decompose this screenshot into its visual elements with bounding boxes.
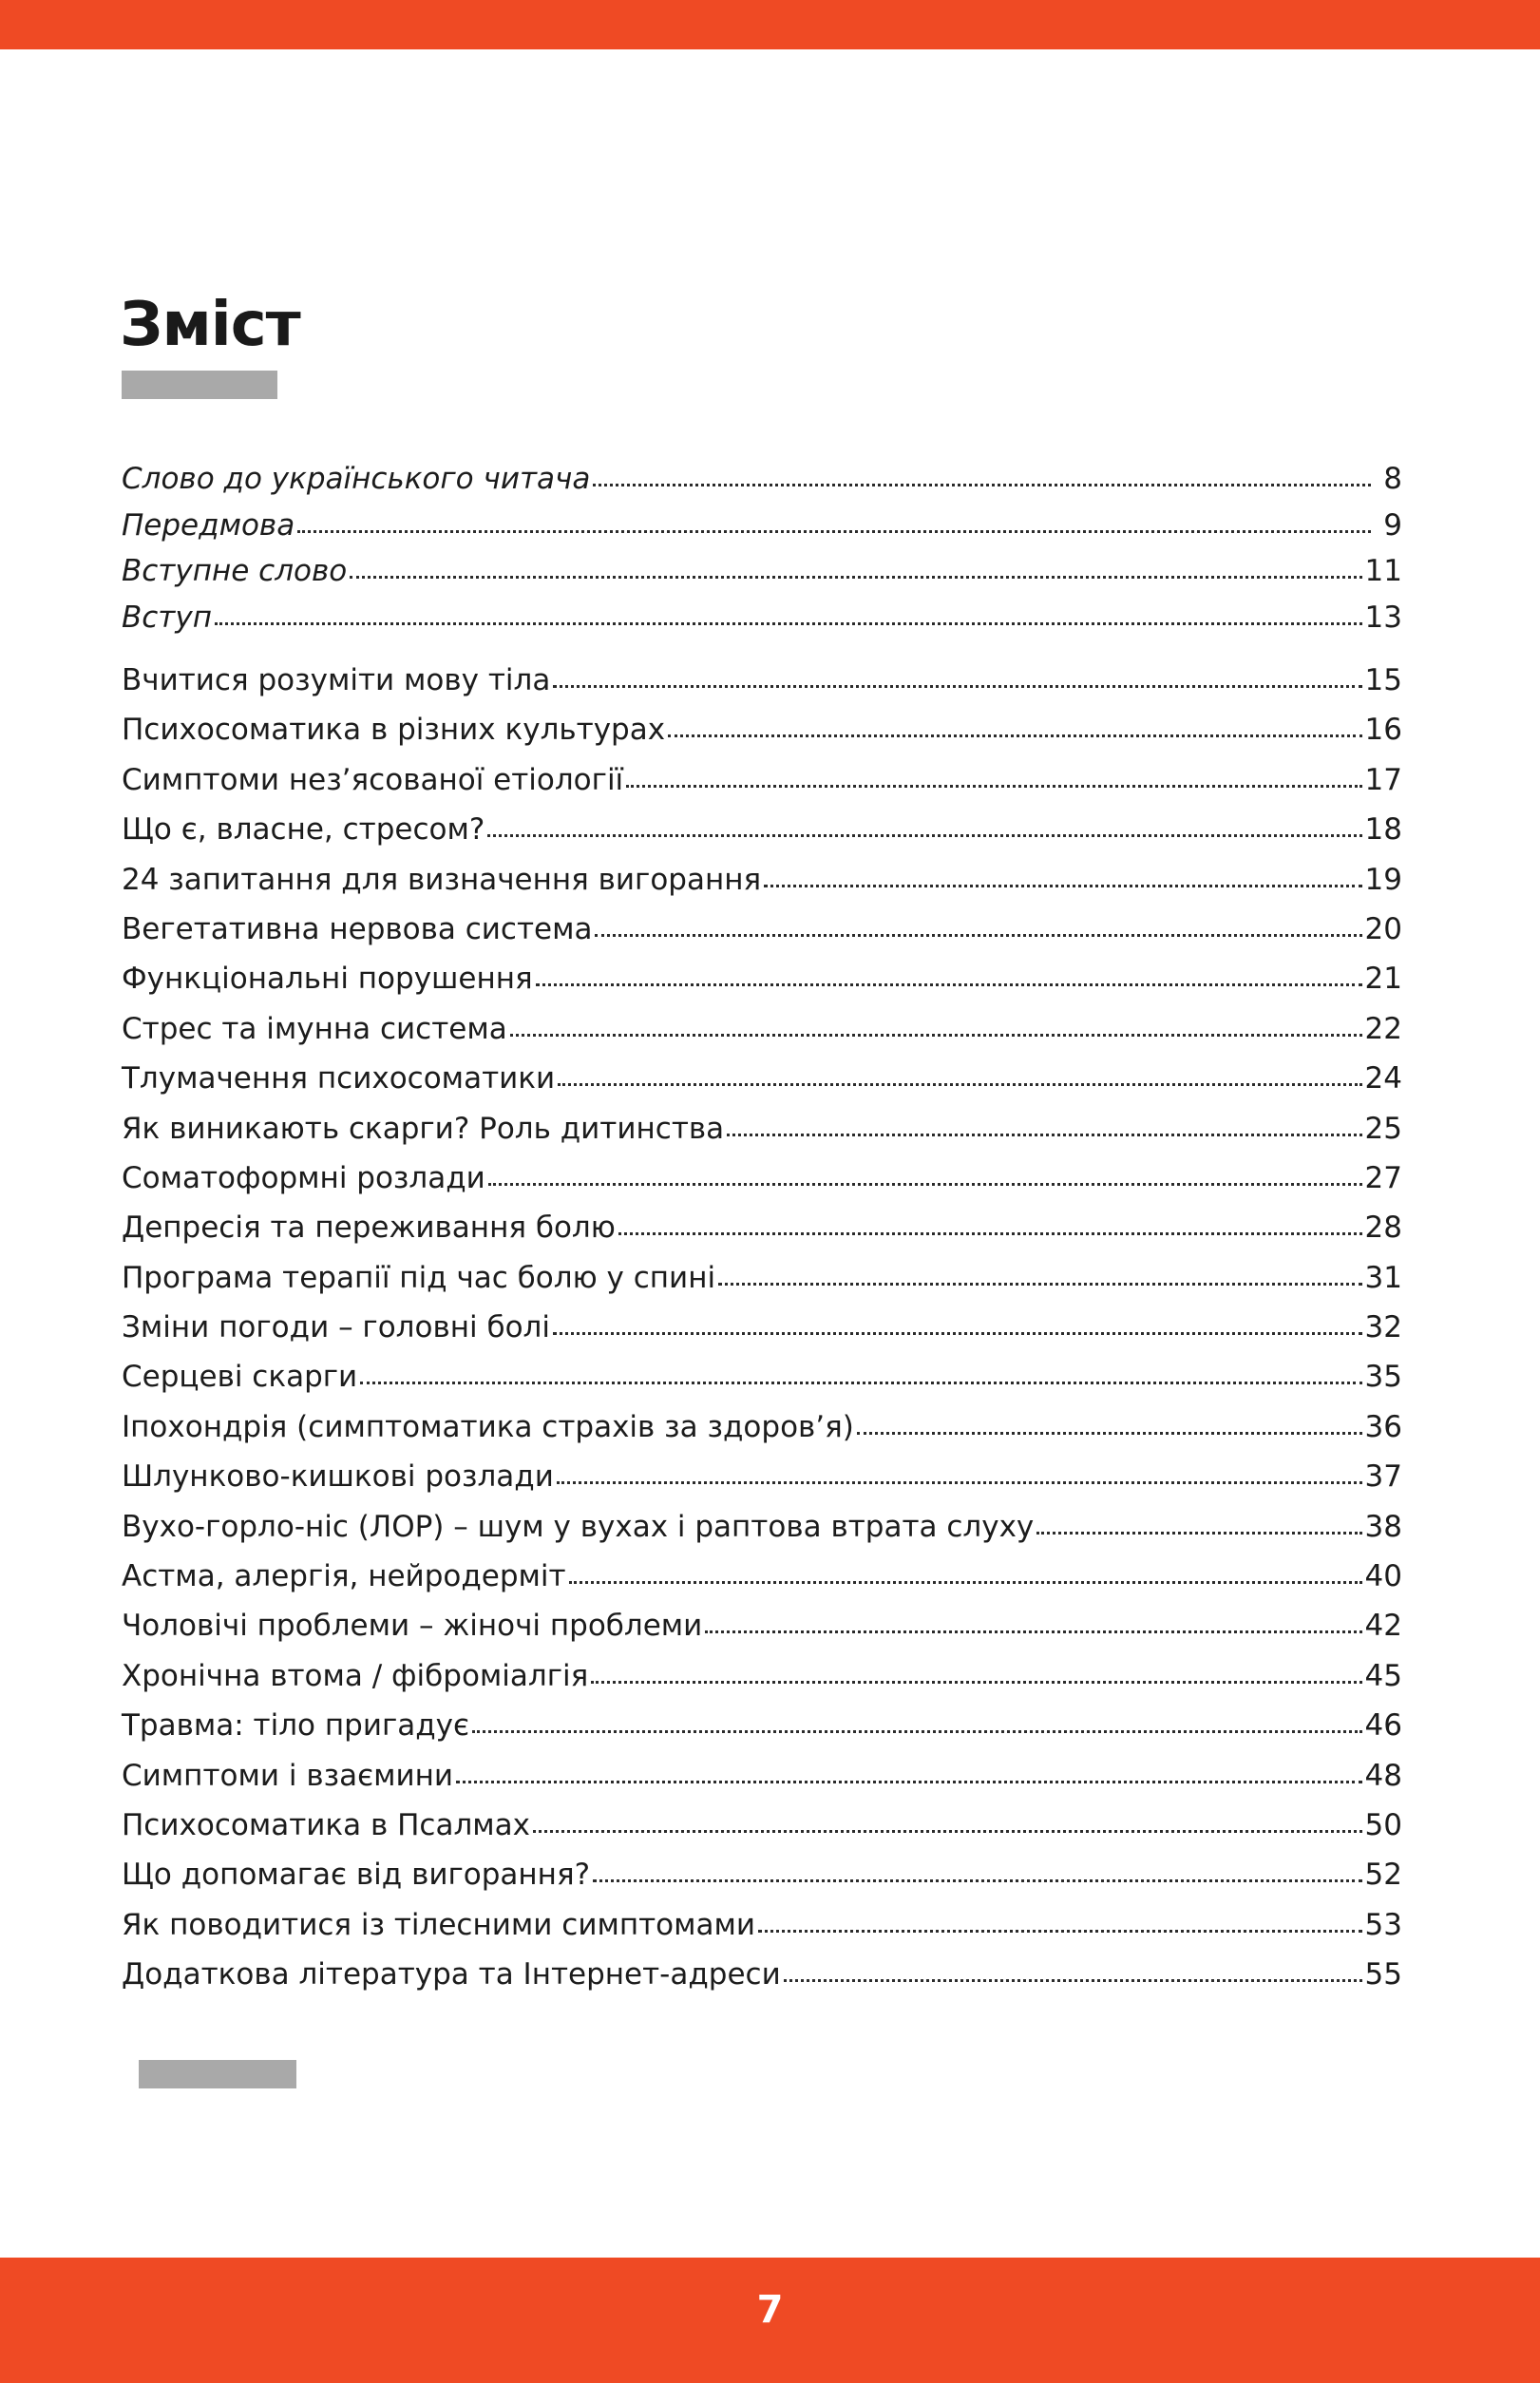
- toc-entry[interactable]: [122, 1402, 1402, 1452]
- dot-leader: [595, 934, 1361, 937]
- dot-leader: [557, 1481, 1362, 1484]
- toc-end-bar: [139, 2060, 296, 2088]
- dot-leader: [456, 1781, 1362, 1783]
- toc-entry-page: 32: [1364, 1310, 1402, 1345]
- dot-leader: [350, 576, 1361, 579]
- dot-leader: [215, 622, 1362, 625]
- toc-entry-page: 37: [1364, 1459, 1402, 1495]
- page-title: Зміст: [120, 290, 300, 360]
- toc-entry-page: 18: [1364, 812, 1402, 848]
- toc-entry-page: 19: [1364, 862, 1402, 897]
- toc-entry[interactable]: [122, 595, 1402, 641]
- toc-entry-title: Іпохондрія (симптоматика страхів за здоров’я): [122, 1409, 854, 1444]
- toc-entry[interactable]: [122, 1203, 1402, 1252]
- dot-leader: [764, 885, 1361, 887]
- toc-entry-title: Стрес та імунна система: [122, 1011, 507, 1046]
- dot-leader: [705, 1630, 1361, 1633]
- toc-entry-title: Вчитися розуміти мову тіла: [122, 663, 551, 697]
- dot-leader: [536, 983, 1362, 986]
- toc-entry-page: 11: [1364, 554, 1402, 588]
- toc-entry-title: Як виникають скарги? Роль дитинства: [122, 1111, 725, 1146]
- dot-leader: [857, 1432, 1362, 1435]
- toc-entry-title: 24 запитання для визначення вигорання: [122, 862, 762, 897]
- toc-entry-title: Що є, власне, стресом?: [122, 812, 485, 848]
- toc-entry-title: Психосоматика в Псалмах: [122, 1807, 531, 1842]
- toc-entry[interactable]: [122, 1950, 1402, 1999]
- toc-entry[interactable]: [122, 1801, 1402, 1850]
- toc-entry[interactable]: [122, 1601, 1402, 1650]
- dot-leader: [784, 1979, 1362, 1982]
- toc-entry-title: Тлумачення психосоматики: [122, 1061, 556, 1096]
- toc-entry[interactable]: [122, 705, 1402, 754]
- toc-entry-title: Хронічна втома / фіброміалгія: [122, 1658, 589, 1693]
- toc-entry-page: 25: [1364, 1111, 1402, 1146]
- toc-entry[interactable]: [122, 456, 1402, 503]
- dot-leader: [668, 734, 1361, 737]
- toc-entry[interactable]: [122, 548, 1402, 595]
- toc-entry-page: 22: [1364, 1011, 1402, 1046]
- toc-entry-page: 9: [1383, 507, 1402, 543]
- page-number: 7: [756, 2288, 784, 2332]
- toc-entry[interactable]: [122, 1452, 1402, 1501]
- toc-entry[interactable]: [122, 656, 1402, 705]
- toc-entry[interactable]: [122, 1352, 1402, 1401]
- dot-leader: [487, 834, 1361, 837]
- dot-leader: [472, 1730, 1362, 1733]
- toc-entry[interactable]: [122, 1153, 1402, 1203]
- dot-leader: [593, 484, 1371, 486]
- dot-leader: [727, 1134, 1361, 1136]
- dot-leader: [360, 1382, 1361, 1384]
- toc-entry-page: 27: [1364, 1160, 1402, 1195]
- toc-entry[interactable]: [122, 1004, 1402, 1054]
- toc-entry[interactable]: [122, 1253, 1402, 1303]
- toc-entry-title: Соматоформні розлади: [122, 1160, 485, 1195]
- toc-entry-page: 28: [1364, 1211, 1402, 1246]
- toc-entry-page: 21: [1364, 962, 1402, 997]
- toc-entry-page: 48: [1364, 1758, 1402, 1793]
- toc-entry-title: Симптоми нез’ясованої етіології: [122, 762, 624, 797]
- toc-entry[interactable]: [122, 1054, 1402, 1103]
- toc-entry[interactable]: [122, 1751, 1402, 1801]
- dot-leader: [626, 785, 1361, 788]
- dot-leader: [618, 1232, 1362, 1235]
- toc-entry-title: Травма: тіло пригадує: [122, 1708, 470, 1744]
- toc-entry[interactable]: [122, 905, 1402, 954]
- dot-leader: [718, 1283, 1361, 1286]
- toc-entry-page: 36: [1364, 1409, 1402, 1444]
- dot-leader: [569, 1581, 1362, 1584]
- toc-entry-page: 16: [1364, 713, 1402, 748]
- toc-entry-page: 17: [1364, 762, 1402, 797]
- toc-entry-page: 55: [1364, 1957, 1402, 1992]
- toc-entry-title: Передмова: [122, 507, 295, 543]
- dot-leader: [488, 1183, 1362, 1186]
- toc-entry-page: 50: [1364, 1807, 1402, 1842]
- toc-entry[interactable]: [122, 1303, 1402, 1352]
- toc-entry[interactable]: [122, 1552, 1402, 1601]
- toc-entry[interactable]: [122, 1850, 1402, 1899]
- toc-entry-title: Астма, алергія, нейродерміт: [122, 1559, 566, 1594]
- dot-leader: [553, 1332, 1362, 1335]
- dot-leader: [758, 1930, 1361, 1933]
- toc-entry[interactable]: [122, 1701, 1402, 1750]
- toc-entry-title: Як поводитися із тілесними симптомами: [122, 1907, 756, 1942]
- toc-entry-title: Шлунково-кишкові розлади: [122, 1459, 554, 1495]
- toc-entry-page: 15: [1364, 663, 1402, 697]
- toc-entry-title: Депресія та переживання болю: [122, 1211, 616, 1246]
- toc-entry-page: 8: [1383, 462, 1402, 496]
- toc-entry-title: Програма терапії під час болю у спині: [122, 1260, 716, 1295]
- toc-entry-title: Симптоми і взаємини: [122, 1758, 454, 1793]
- toc-entry-page: 45: [1364, 1658, 1402, 1693]
- title-underline-bar: [122, 371, 277, 399]
- toc-entry-title: Психосоматика в різних культурах: [122, 713, 666, 748]
- dot-leader: [553, 685, 1361, 688]
- chapter-list: [122, 656, 1402, 2000]
- toc-entry-page: 24: [1364, 1061, 1402, 1096]
- toc-entry-page: 46: [1364, 1708, 1402, 1744]
- toc-entry-page: 13: [1364, 600, 1402, 635]
- toc-entry-title: Слово до українського читача: [122, 462, 591, 496]
- dot-leader: [533, 1830, 1362, 1833]
- dot-leader: [297, 530, 1371, 533]
- toc-entry-page: 52: [1364, 1858, 1402, 1893]
- toc-entry-title: Чоловічі проблеми – жіночі проблеми: [122, 1609, 703, 1644]
- toc-entry-title: Зміни погоди – головні болі: [122, 1310, 550, 1345]
- toc-entry-title: Серцеві скарги: [122, 1360, 358, 1395]
- toc-entry[interactable]: [122, 855, 1402, 905]
- front-matter-list: [122, 456, 1402, 640]
- toc-entry[interactable]: [122, 1502, 1402, 1552]
- toc-entry[interactable]: [122, 805, 1402, 854]
- toc-entry-page: 40: [1364, 1559, 1402, 1594]
- dot-leader: [1036, 1532, 1361, 1535]
- toc-entry[interactable]: [122, 503, 1402, 549]
- toc-entry-title: Що допомагає від вигорання?: [122, 1858, 591, 1893]
- toc-entry[interactable]: [122, 755, 1402, 805]
- toc-entry[interactable]: [122, 954, 1402, 1003]
- toc-entry-page: 31: [1364, 1260, 1402, 1295]
- toc-entry-page: 35: [1364, 1360, 1402, 1395]
- dot-leader: [591, 1681, 1361, 1684]
- toc-entry-title: Додаткова література та Інтернет-адреси: [122, 1957, 781, 1992]
- toc-entry-page: 20: [1364, 911, 1402, 946]
- toc-entry-title: Функціональні порушення: [122, 962, 533, 997]
- toc-entry-page: 53: [1364, 1907, 1402, 1942]
- toc-entry-page: 42: [1364, 1609, 1402, 1644]
- toc-entry-page: 38: [1364, 1509, 1402, 1544]
- toc-entry-title: Вступне слово: [122, 554, 348, 588]
- top-accent-band: [0, 0, 1540, 49]
- dot-leader: [593, 1879, 1361, 1882]
- toc-entry-title: Вегетативна нервова система: [122, 911, 593, 946]
- dot-leader: [558, 1083, 1361, 1086]
- toc-entry-title: Вступ: [122, 600, 212, 635]
- toc-entry[interactable]: [122, 1104, 1402, 1153]
- dot-leader: [510, 1034, 1362, 1037]
- toc-entry[interactable]: [122, 1651, 1402, 1701]
- toc-entry-title: Вухо-горло-ніс (ЛОР) – шум у вухах і раптова втрата слуху: [122, 1509, 1035, 1544]
- toc-entry[interactable]: [122, 1900, 1402, 1950]
